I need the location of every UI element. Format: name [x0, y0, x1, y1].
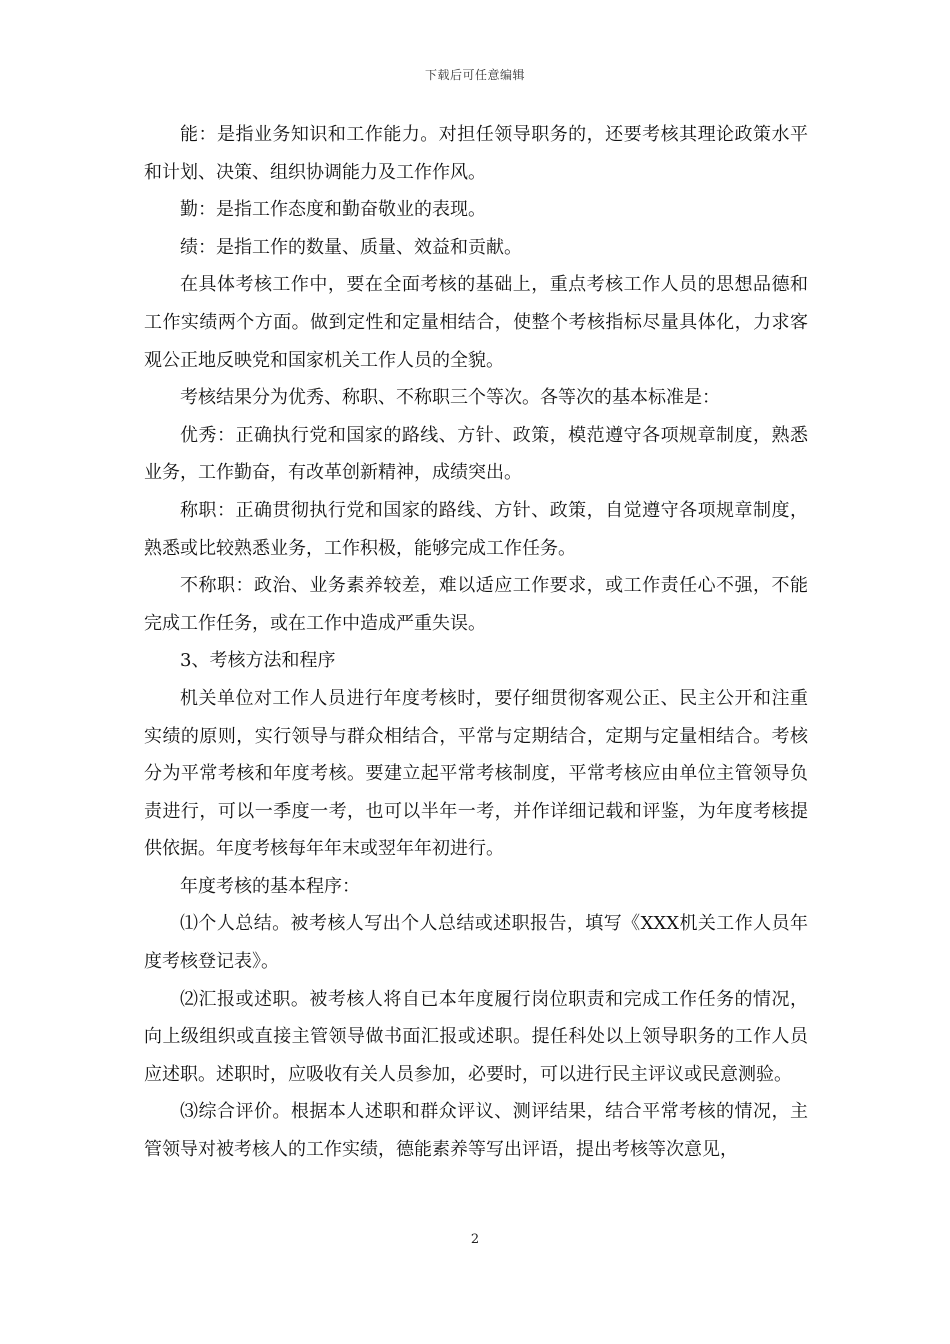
- paragraph-performance: 绩：是指工作的数量、质量、效益和贡献。: [180, 236, 522, 258]
- list-item-evaluation: ⑶综合评价。根据本人述职和群众评议、测评结果，结合平常考核的情况，主管领导对被考核人的工作实绩，德能素养等写出评语，提出考核等次意见，: [144, 1101, 808, 1161]
- paragraph-methods: 机关单位对工作人员进行年度考核时，要仔细贯彻客观公正、民主公开和注重实绩的原则，实行领导与群众相结合，平常与定期结合，定期与定量相结合。考核分为平常考核和年度考核。要建立起平常考核制度，平常考核应由单位主管领导负责进行，可以一季度一考，也可以半年一考，并作详细记载和评鉴，为年度考核提供依据。年度考核每年年末或翌年年初进行。: [144, 687, 808, 860]
- page-number: 2: [470, 1232, 480, 1247]
- paragraph-competent: 称职：正确贯彻执行党和国家的路线、方针、政策，自觉遵守各项规章制度，熟悉或比较熟悉业务，工作积极，能够完成工作任务。: [144, 499, 808, 559]
- paragraph-ability: 能：是指业务知识和工作能力。对担任领导职务的，还要考核其理论政策水平和计划、决策、组织协调能力及工作作风。: [144, 124, 808, 183]
- list-item-summary: ⑴个人总结。被考核人写出个人总结或述职报告，填写《XXX机关工作人员年度考核登记表》。: [144, 913, 808, 973]
- page-header: 下载后可任意编辑: [424, 68, 525, 82]
- section-heading-methods: 3、考核方法和程序: [180, 650, 336, 672]
- list-item-report: ⑵汇报或述职。被考核人将自已本年度履行岗位职责和完成工作任务的情况，向上级组织或直接主管领导做书面汇报或述职。提任科处以上领导职务的工作人员应述职。述职时，应吸收有关人员参加，必要时，可以进行民主评议或民意测验。: [144, 988, 808, 1085]
- paragraph-procedure-intro: 年度考核的基本程序：: [180, 875, 360, 897]
- paragraph-diligence: 勤：是指工作态度和勤奋敬业的表现。: [180, 199, 486, 221]
- paragraph-excellent: 优秀：正确执行党和国家的路线、方针、政策，模范遵守各项规章制度，熟悉业务，工作勤奋，有改革创新精神，成绩突出。: [144, 424, 808, 484]
- paragraph-assessment-focus: 在具体考核工作中，要在全面考核的基础上，重点考核工作人员的思想品德和工作实绩两个方面。做到定性和定量相结合，使整个考核指标尽量具体化，力求客观公正地反映党和国家机关工作人员的全貌。: [144, 274, 808, 371]
- paragraph-incompetent: 不称职：政治、业务素养较差，难以适应工作要求，或工作责任心不强，不能完成工作任务，或在工作中造成严重失误。: [144, 575, 808, 634]
- document-body: [144, 116, 808, 1169]
- paragraph-result-levels: 考核结果分为优秀、称职、不称职三个等次。各等次的基本标准是：: [180, 387, 720, 409]
